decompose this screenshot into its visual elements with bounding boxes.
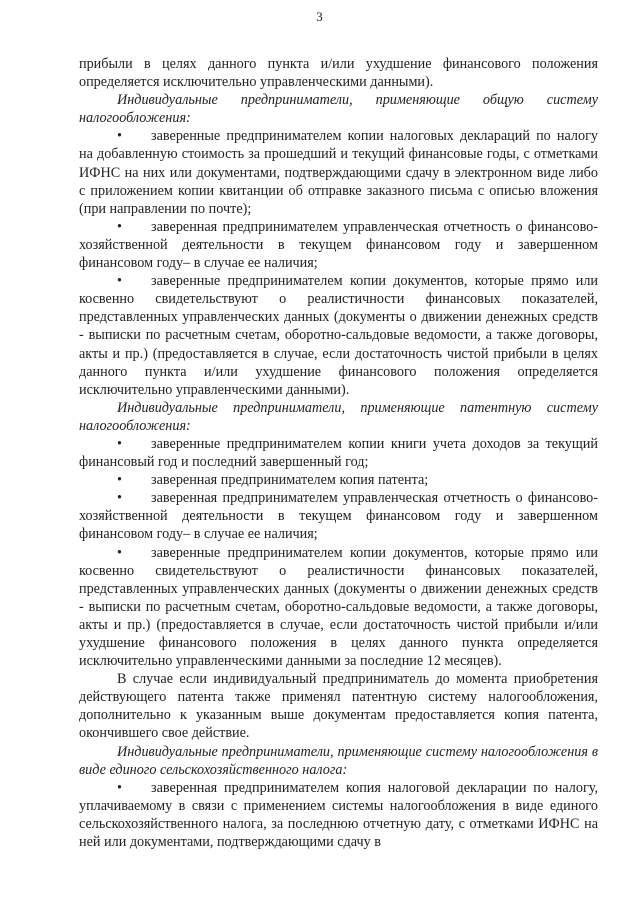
bullet-text: заверенные предпринимателем копии налоговых деклараций по налогу на добавленную стоимость за прошедший и текущий финансовые годы, с отметками ИФНС на них или документами, подтверждающими сдачу в электронном виде либо с приложением копии квитанции об отправке заказного письма с описью вложения (при направлении по почте); bbox=[79, 128, 598, 217]
bullet-item bbox=[79, 779, 598, 851]
bullet-text: заверенные предпринимателем копии документов, которые прямо или косвенно свидетельствуют о реалистичности финансовых показателей, представленных управленческих данных (документы о движении денежных средств - выписки по расчетным счетам, оборотно-сальдовые ведомости, а также договоры, акты и пр.) (предоставляется в случае, если достаточность чистой прибыли и/или ухудшение финансового положения в целях данного пункта определяется исключительно управленческими данными за последние 12 месяцев). bbox=[79, 544, 598, 670]
bullet-marker: • bbox=[117, 544, 122, 561]
bullet-text: заверенные предпринимателем копии документов, которые прямо или косвенно свидетельствуют о реалистичности финансовых показателей, представленных управленческих данных (документы о движении денежных средств - выписки по расчетным счетам, оборотно-сальдовые ведомости, а также договоры, акты и пр.) (предоставляется в случае, если достаточность чистой прибыли в целях данного пункта и/или ухудшение финансового положения определяется исключительно управленческими данными). bbox=[79, 273, 598, 398]
document-body bbox=[79, 55, 598, 851]
paragraph: В случае если индивидуальный предприниматель до момента приобретения действующего патента также применял патентную систему налогообложения, дополнительно к указанным выше документам предоставляется копия патента, окончившего свое действие. bbox=[79, 671, 598, 742]
bullet-text: заверенная предпринимателем управленческая отчетность о финансово-хозяйственной деятельности в текущем финансовом году и завершенном финансовом году– в случае ее наличия; bbox=[79, 490, 598, 543]
bullet-text: заверенная предпринимателем копия патента; bbox=[151, 472, 429, 489]
bullet-item bbox=[79, 435, 598, 471]
bullet-marker: • bbox=[117, 128, 122, 145]
bullet-marker: • bbox=[117, 218, 122, 235]
bullet-item bbox=[79, 489, 598, 543]
bullet-marker: • bbox=[117, 779, 122, 796]
bullet-marker: • bbox=[117, 472, 122, 489]
bullet-item bbox=[79, 471, 598, 489]
section-heading: Индивидуальные предприниматели, применяющие систему налогообложения в виде единого сельскохозяйственного налога: bbox=[79, 743, 598, 778]
section-heading: Индивидуальные предприниматели, применяющие патентную систему налогообложения: bbox=[79, 399, 598, 434]
section-heading: Индивидуальные предприниматели, применяющие общую систему налогообложения: bbox=[79, 92, 598, 127]
bullet-text: заверенная предпринимателем управленческая отчетность о финансово-хозяйственной деятельности в текущем финансовом году и завершенном финансовом году– в случае ее наличия; bbox=[79, 218, 598, 272]
page-number: 3 bbox=[316, 9, 323, 24]
bullet-text: заверенная предпринимателем копия налоговой декларации по налогу, уплачиваемому в связи с применением системы налогообложения в виде единого сельскохозяйственного налога, за последнюю отчетную дату, с отметками ИФНС на ней или документами, подтверждающими сдачу в bbox=[79, 779, 598, 851]
bullet-marker: • bbox=[117, 435, 122, 452]
bullet-text: заверенные предпринимателем копии книги учета доходов за текущий финансовый год и последний завершенный год; bbox=[79, 435, 598, 471]
bullet-item bbox=[79, 218, 598, 272]
bullet-marker: • bbox=[117, 273, 122, 290]
bullet-item bbox=[79, 544, 598, 671]
bullet-item bbox=[79, 272, 598, 399]
bullet-marker: • bbox=[117, 490, 122, 507]
paragraph-continuation: прибыли в целях данного пункта и/или ухудшение финансового положения определяется исключительно управленческими данными). bbox=[79, 56, 598, 91]
bullet-item bbox=[79, 127, 598, 217]
